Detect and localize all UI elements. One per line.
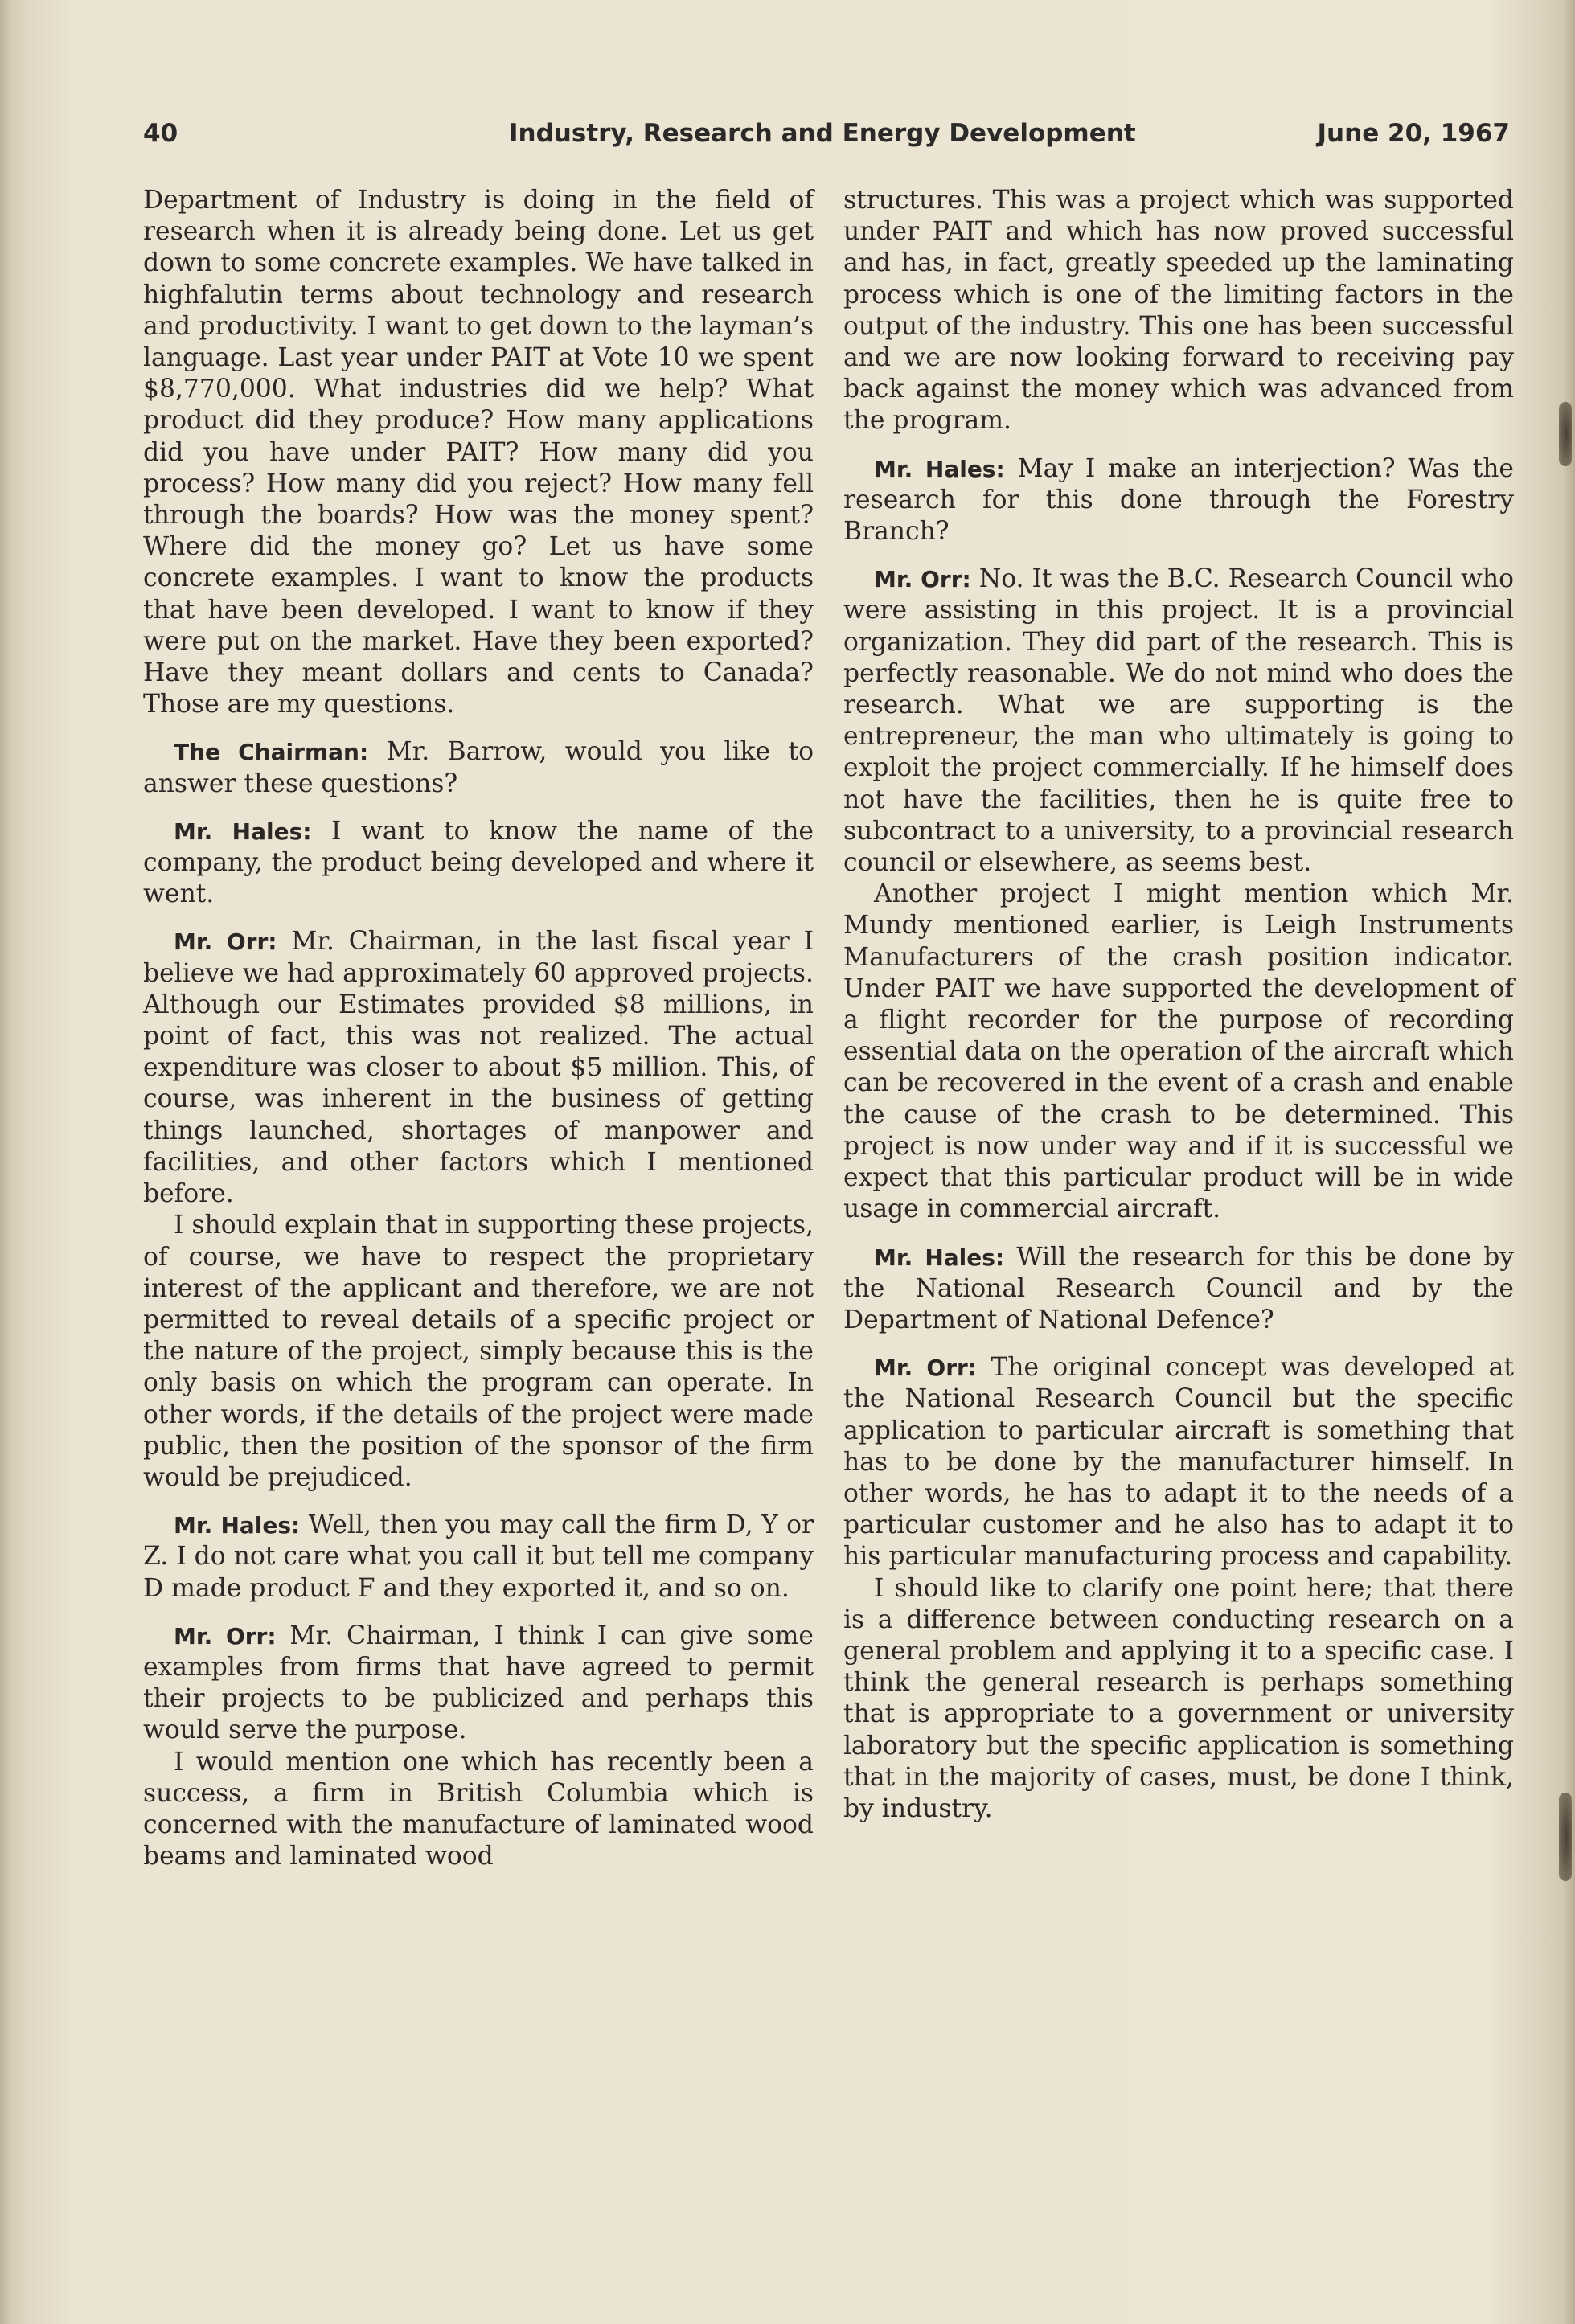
paragraph	[143, 736, 814, 799]
book-spine-shadow	[0, 0, 11, 2324]
paragraph	[143, 1210, 814, 1494]
running-title: Industry, Research and Energy Development	[509, 119, 1136, 148]
page-header	[143, 119, 1510, 156]
paragraph	[143, 1621, 814, 1747]
right-column	[843, 185, 1514, 1841]
paragraph	[843, 1573, 1514, 1826]
speaker-name: Mr. Orr:	[174, 928, 277, 956]
paragraph-text: No. It was the B.C. Research Council who were assisting in this project. It is a provincial organization. They did part of the research. This is perfectly reasonable. We do not mind who does the research. What we are supporting is the entrepreneur, the man who ultimately is going to exploit the project commercially. If he himself does not have the facilities, then he is quite free to subcontract to a university, to a provincial research council or elsewhere, as seems best.	[843, 564, 1514, 878]
paragraph	[143, 185, 814, 720]
paragraph-text: I should like to clarify one point here; that there is a difference between conducting research on a general problem and applying it to a specific case. I think the general research is perhaps something that is appropriate to a government or university laboratory but the specific application is something that in the majority of cases, must, be done I think, by industry.	[843, 1573, 1514, 1823]
paragraph	[143, 926, 814, 1210]
speaker-name: Mr. Orr:	[874, 566, 971, 593]
paragraph	[843, 879, 1514, 1225]
binder-tab-mark	[1559, 402, 1572, 466]
speaker-name: The Chairman:	[174, 739, 369, 766]
paragraph	[143, 1510, 814, 1605]
paragraph	[143, 1747, 814, 1873]
speaker-name: Mr. Orr:	[174, 1622, 277, 1650]
paragraph-text: Well, then you may call the firm D, Y or Z. I do not care what you call it but tell me company D made product F and they exported it, and so on.	[143, 1510, 814, 1603]
paragraph-text: The original concept was developed at the National Research Council but the specific application to particular aircraft is something that has to be done by the manufacturer himself. In other words, he has to adapt it to the needs of a particular customer and he also has to adapt it to his particular manufacturing process and capability.	[843, 1353, 1514, 1572]
paragraph-text: Will the research for this be done by the National Research Council and by the Department of National Defence?	[843, 1242, 1515, 1334]
paragraph-text: Mr. Chairman, in the last fiscal year I believe we had approximately 60 approved projects. Although our Estimates provided $8 millions, in point of fact, this was not realized. The actual expenditure was closer to about $5 million. This, of course, was inherent in the business of getting things launched, shortages of manpower and facilities, and other factors which I mentioned before.	[143, 927, 814, 1209]
left-column	[143, 185, 814, 1872]
paragraph	[843, 1242, 1514, 1337]
page-number: 40	[143, 119, 178, 148]
paragraph	[843, 1352, 1514, 1572]
paragraph-text: I would mention one which has recently been a success, a firm in British Columbia which is concerned with the manufacture of laminated wood beams and laminated wood	[143, 1747, 814, 1871]
paragraph	[843, 453, 1514, 548]
speaker-name: Mr. Orr:	[874, 1355, 978, 1382]
paragraph-text: Mr. Barrow, would you like to answer these questions?	[143, 737, 814, 798]
paragraph-text: Another project I might mention which Mr. Mundy mentioned earlier, is Leigh Instruments Manufacturers of the crash position indicator. Under PAIT we have supported the development of a flight recorder for the purpose of recording essential data on the operation of the aircraft which can be recovered in the event of a crash and enable the cause of the crash to be determined. This project is now under way and if it is successful we expect that this particular product will be in wide usage in commercial aircraft.	[843, 879, 1514, 1224]
binder-tab-mark	[1559, 1793, 1572, 1881]
speaker-name: Mr. Hales:	[174, 818, 312, 845]
speaker-name: Mr. Hales:	[174, 1512, 301, 1539]
paragraph-text: Department of Industry is doing in the field of research when it is already being done. Let us get down to some concrete examples. We have talked in highfalutin terms about technology and research and productivity. I want to get down to the layman’s language. Last year under PAIT at Vote 10 we spent $8,770,000. What industries did we help? What product did they produce? How many applications did you have under PAIT? How many did you process? How many did you reject? How many fell through the boards? How was the money spent? Where did the money go? Let us have some concrete examples. I want to know the products that have been developed. I want to know if they were put on the market. Have they been exported? Have they meant dollars and cents to Canada? Those are my questions.	[143, 186, 814, 719]
paragraph	[843, 185, 1514, 437]
paragraph-text: I should explain that in supporting these projects, of course, we have to respect the proprietary interest of the applicant and therefore, we are not permitted to reveal details of a specific project or the nature of the project, simply because this is the only basis on which the program can operate. In other words, if the details of the project were made public, then the position of the sponsor of the firm would be prejudiced.	[143, 1211, 814, 1492]
paragraph-text: structures. This was a project which was supported under PAIT and which has now proved successful and has, in fact, greatly speeded up the laminating process which is one of the limiting factors in the output of the industry. This one has been successful and we are now looking forward to receiving pay back against the money which was advanced from the program.	[843, 186, 1514, 436]
paragraph-text: May I make an interjection? Was the research for this done through the Forestry Branch?	[843, 453, 1515, 547]
page-date: June 20, 1967	[1317, 119, 1510, 148]
paragraph-text: I want to know the name of the company, the product being developed and where it went.	[143, 816, 814, 909]
paragraph	[843, 564, 1514, 879]
page-edge-shadow	[1561, 0, 1575, 2324]
speaker-name: Mr. Hales:	[874, 1244, 1005, 1271]
speaker-name: Mr. Hales:	[874, 455, 1005, 482]
paragraph	[143, 816, 814, 911]
paragraph-text: Mr. Chairman, I think I can give some examples from firms that have agreed to permit their projects to be publicized and perhaps this would serve the purpose.	[143, 1621, 814, 1745]
